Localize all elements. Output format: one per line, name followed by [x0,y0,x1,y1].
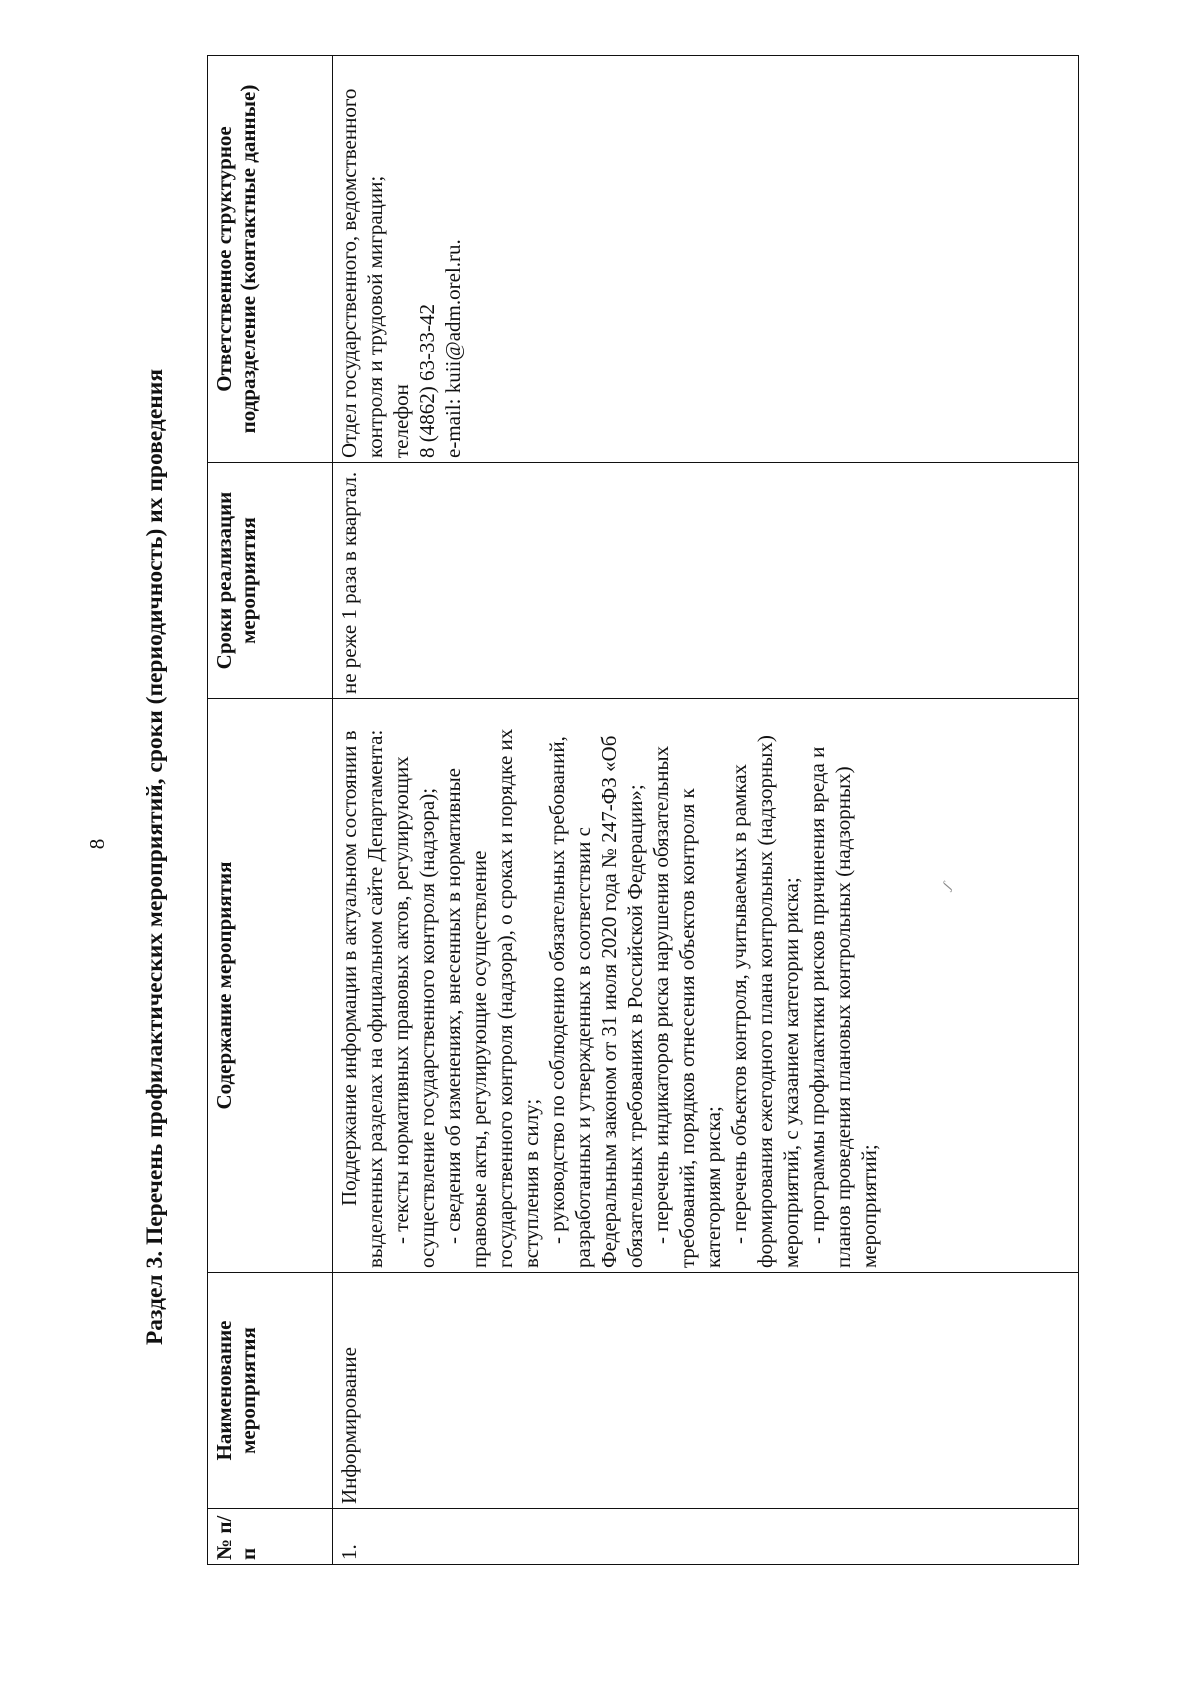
table-header-row [208,56,333,1565]
header-num: № п/п [208,1509,333,1565]
header-responsible: Ответственное структурное подразделение (контактные данные) [208,56,333,463]
content-item: - программы профилактики рисков причинения вреда и планов проведения плановых контрольных (надзорных) мероприятий; [805,746,881,1268]
content-item: - тексты нормативных правовых актов, регулирующих осуществление государственного контроля (надзора); [389,756,439,1268]
measures-table [207,55,1079,1565]
header-content: Содержание мероприятия [208,699,333,1273]
header-name: Наименование мероприятия [208,1273,333,1509]
responsible-email: e-mail: kuii@adm.orel.ru. [441,239,465,458]
content-item: - перечень объектов контроля, учитываемых в рамках формирования ежегодного плана контрольных (надзорных) мероприятий, с указанием категории риска; [727,735,803,1268]
row-num: 1. [333,1509,1079,1565]
row-name: Информирование [333,1273,1079,1509]
row-responsible [333,56,1079,463]
page-number: 8 [85,838,109,850]
row-content [333,699,1079,1273]
header-terms: Сроки реализации мероприятия [208,463,333,699]
table-row [333,56,1079,1565]
row-terms: не реже 1 раза в квартал. [333,463,1079,699]
content-item: - перечень индикаторов риска нарушения обязательных требований, порядков отнесения объектов контроля к категориям риска; [649,745,725,1268]
content-lead: Поддержание информации в актуальном состоянии в выделенных разделах на официальном сайте Департамента: [337,729,387,1268]
content-item: - руководство по соблюдению обязательных требований, разработанных и утвержденных в соответствии с Федеральным законом от 31 июля 2020 года № 247-ФЗ «Об обязательных требованиях в Российской Федерации»; [545,735,647,1268]
responsible-phone: 8 (4862) 63-33-42 [415,304,439,458]
content-item: - сведения об изменениях, внесенных в нормативные правовые акты, регулирующие осуществление государственного контроля (надзора), о сроках и порядке их вступления в силу; [441,728,543,1268]
responsible-dept: Отдел государственного, ведомственного контроля и трудовой миграции; [337,88,387,458]
section-title: Раздел 3. Перечень профилактических мероприятий, сроки (периодичность) их проведения [142,368,168,1346]
responsible-phone-label: телефон [389,384,413,458]
scan-mark: ʃ [940,879,955,893]
